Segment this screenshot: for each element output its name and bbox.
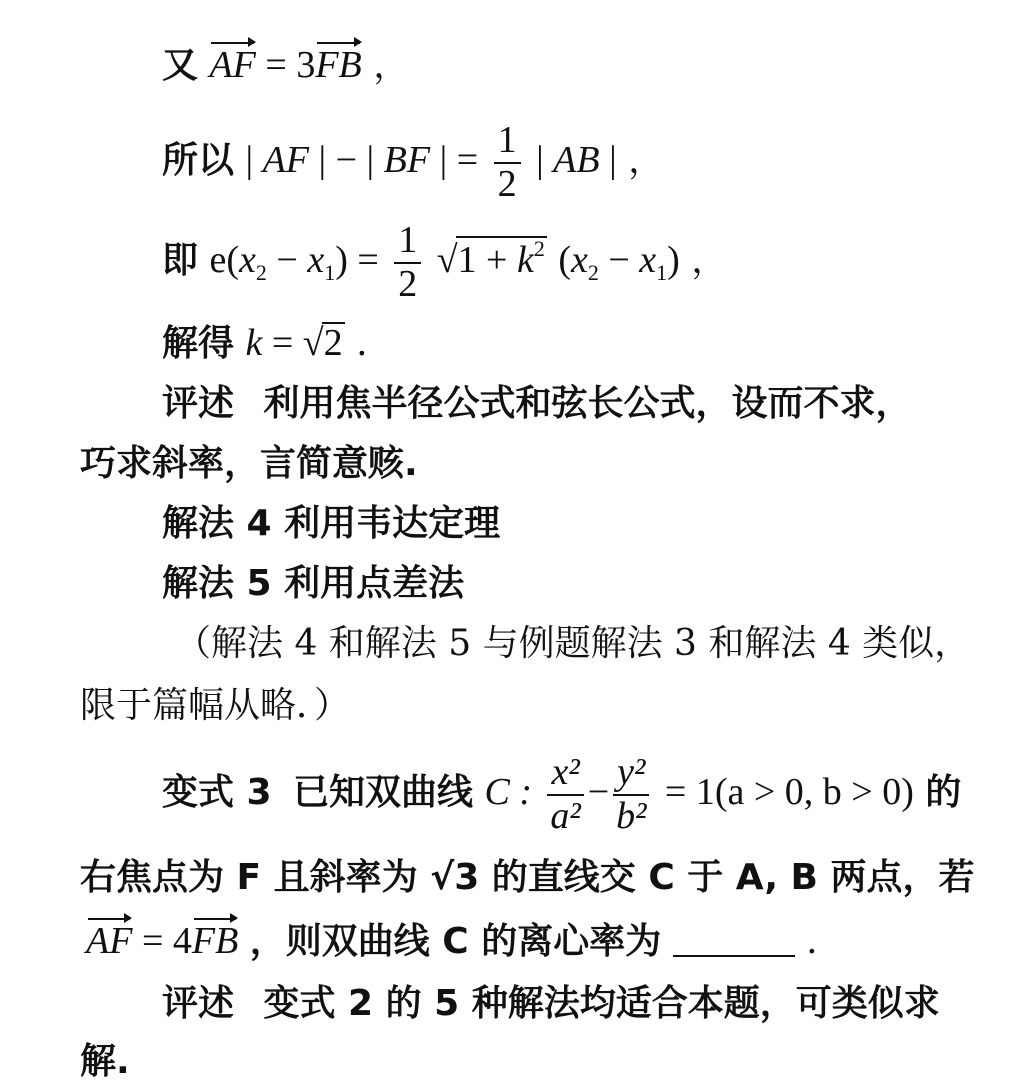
period: . [356, 323, 368, 364]
variant-line-b: 右焦点为 F 且斜率为 √3 的直线交 C 于 A, B 两点，若 [80, 857, 975, 898]
variant-text-a: 已知双曲线 [293, 771, 474, 813]
period: . [806, 921, 818, 962]
line-ji [162, 220, 727, 306]
note-line-a: （解法 4 和解法 5 与例题解法 3 和解法 4 类似， [175, 623, 971, 664]
variant-line-c [86, 922, 818, 960]
comma: ， [628, 139, 665, 181]
curve-name: C : [484, 770, 533, 813]
fraction-half: $\frac{1}{2}$ [394, 220, 421, 306]
abs-lhs: | AF | − | BF | = [245, 138, 479, 181]
text-suoyi: 所以 [162, 139, 235, 181]
comment-text: 利用焦半径公式和弦长公式，设而不求， [263, 383, 912, 424]
answer-blank[interactable] [673, 925, 795, 957]
condition: = 1(a > 0, b > 0) [664, 770, 914, 813]
rhs-diff: $(x_2 - x_1)$ [558, 238, 680, 285]
comment-2-line-b: 解. [80, 1041, 130, 1082]
variant-label: 变式 3 [162, 771, 272, 813]
comment-label: 评述 [162, 983, 235, 1024]
text-jiede: 解得 [162, 323, 235, 364]
comma: ， [373, 45, 410, 86]
vector-eq: AF = 3FB [209, 44, 362, 86]
variant-text-b: 的 [925, 771, 962, 813]
comment-1-line-b: 巧求斜率，言简意赅. [80, 443, 418, 484]
k-value: k = √2 [245, 322, 343, 364]
method-4-heading: 解法 4 利用韦达定理 [162, 503, 501, 544]
text-ji: 即 [162, 239, 199, 281]
comment-text: 变式 2 的 5 种解法均适合本题，可类似求 [263, 983, 940, 1024]
method-5-heading: 解法 5 利用点差法 [162, 563, 465, 604]
variant-question: ，则双曲线 C 的离心率为 [249, 921, 662, 962]
line-given-vector [162, 46, 409, 84]
fraction-half: $\frac{1}{2}$ [494, 120, 521, 206]
lhs-e: $e(x_2 - x_1)$ = [209, 238, 379, 285]
sqrt-expr: $√1 + k^2$ [436, 235, 545, 281]
fraction-y2-b2: $\frac{\text{y²}}{\text{b²}}$ [613, 752, 649, 838]
fraction-x2-a2: $\frac{\text{x²}}{\text{a²}}$ [547, 752, 583, 838]
vector-eq-4: AF = 4FB [86, 920, 239, 962]
text-you: 又 [162, 45, 199, 86]
line-solution [162, 322, 368, 362]
comment-label: 评述 [162, 383, 235, 424]
comment-2-line-a [162, 983, 940, 1024]
note-line-b: 限于篇幅从略．） [80, 685, 351, 726]
abs-rhs: | AB | [536, 138, 617, 181]
comma: ， [691, 239, 728, 281]
variant-line-a: 变式 3 已知双曲线 C : $\frac{\text{x²}}{\text{a²}}$ − $\frac{\text{y²}}{\text{b²}}$ = 1(a > 0, b > 0) 的 [162, 751, 962, 837]
comment-1-line-a [162, 383, 912, 424]
line-therefore [162, 120, 664, 206]
